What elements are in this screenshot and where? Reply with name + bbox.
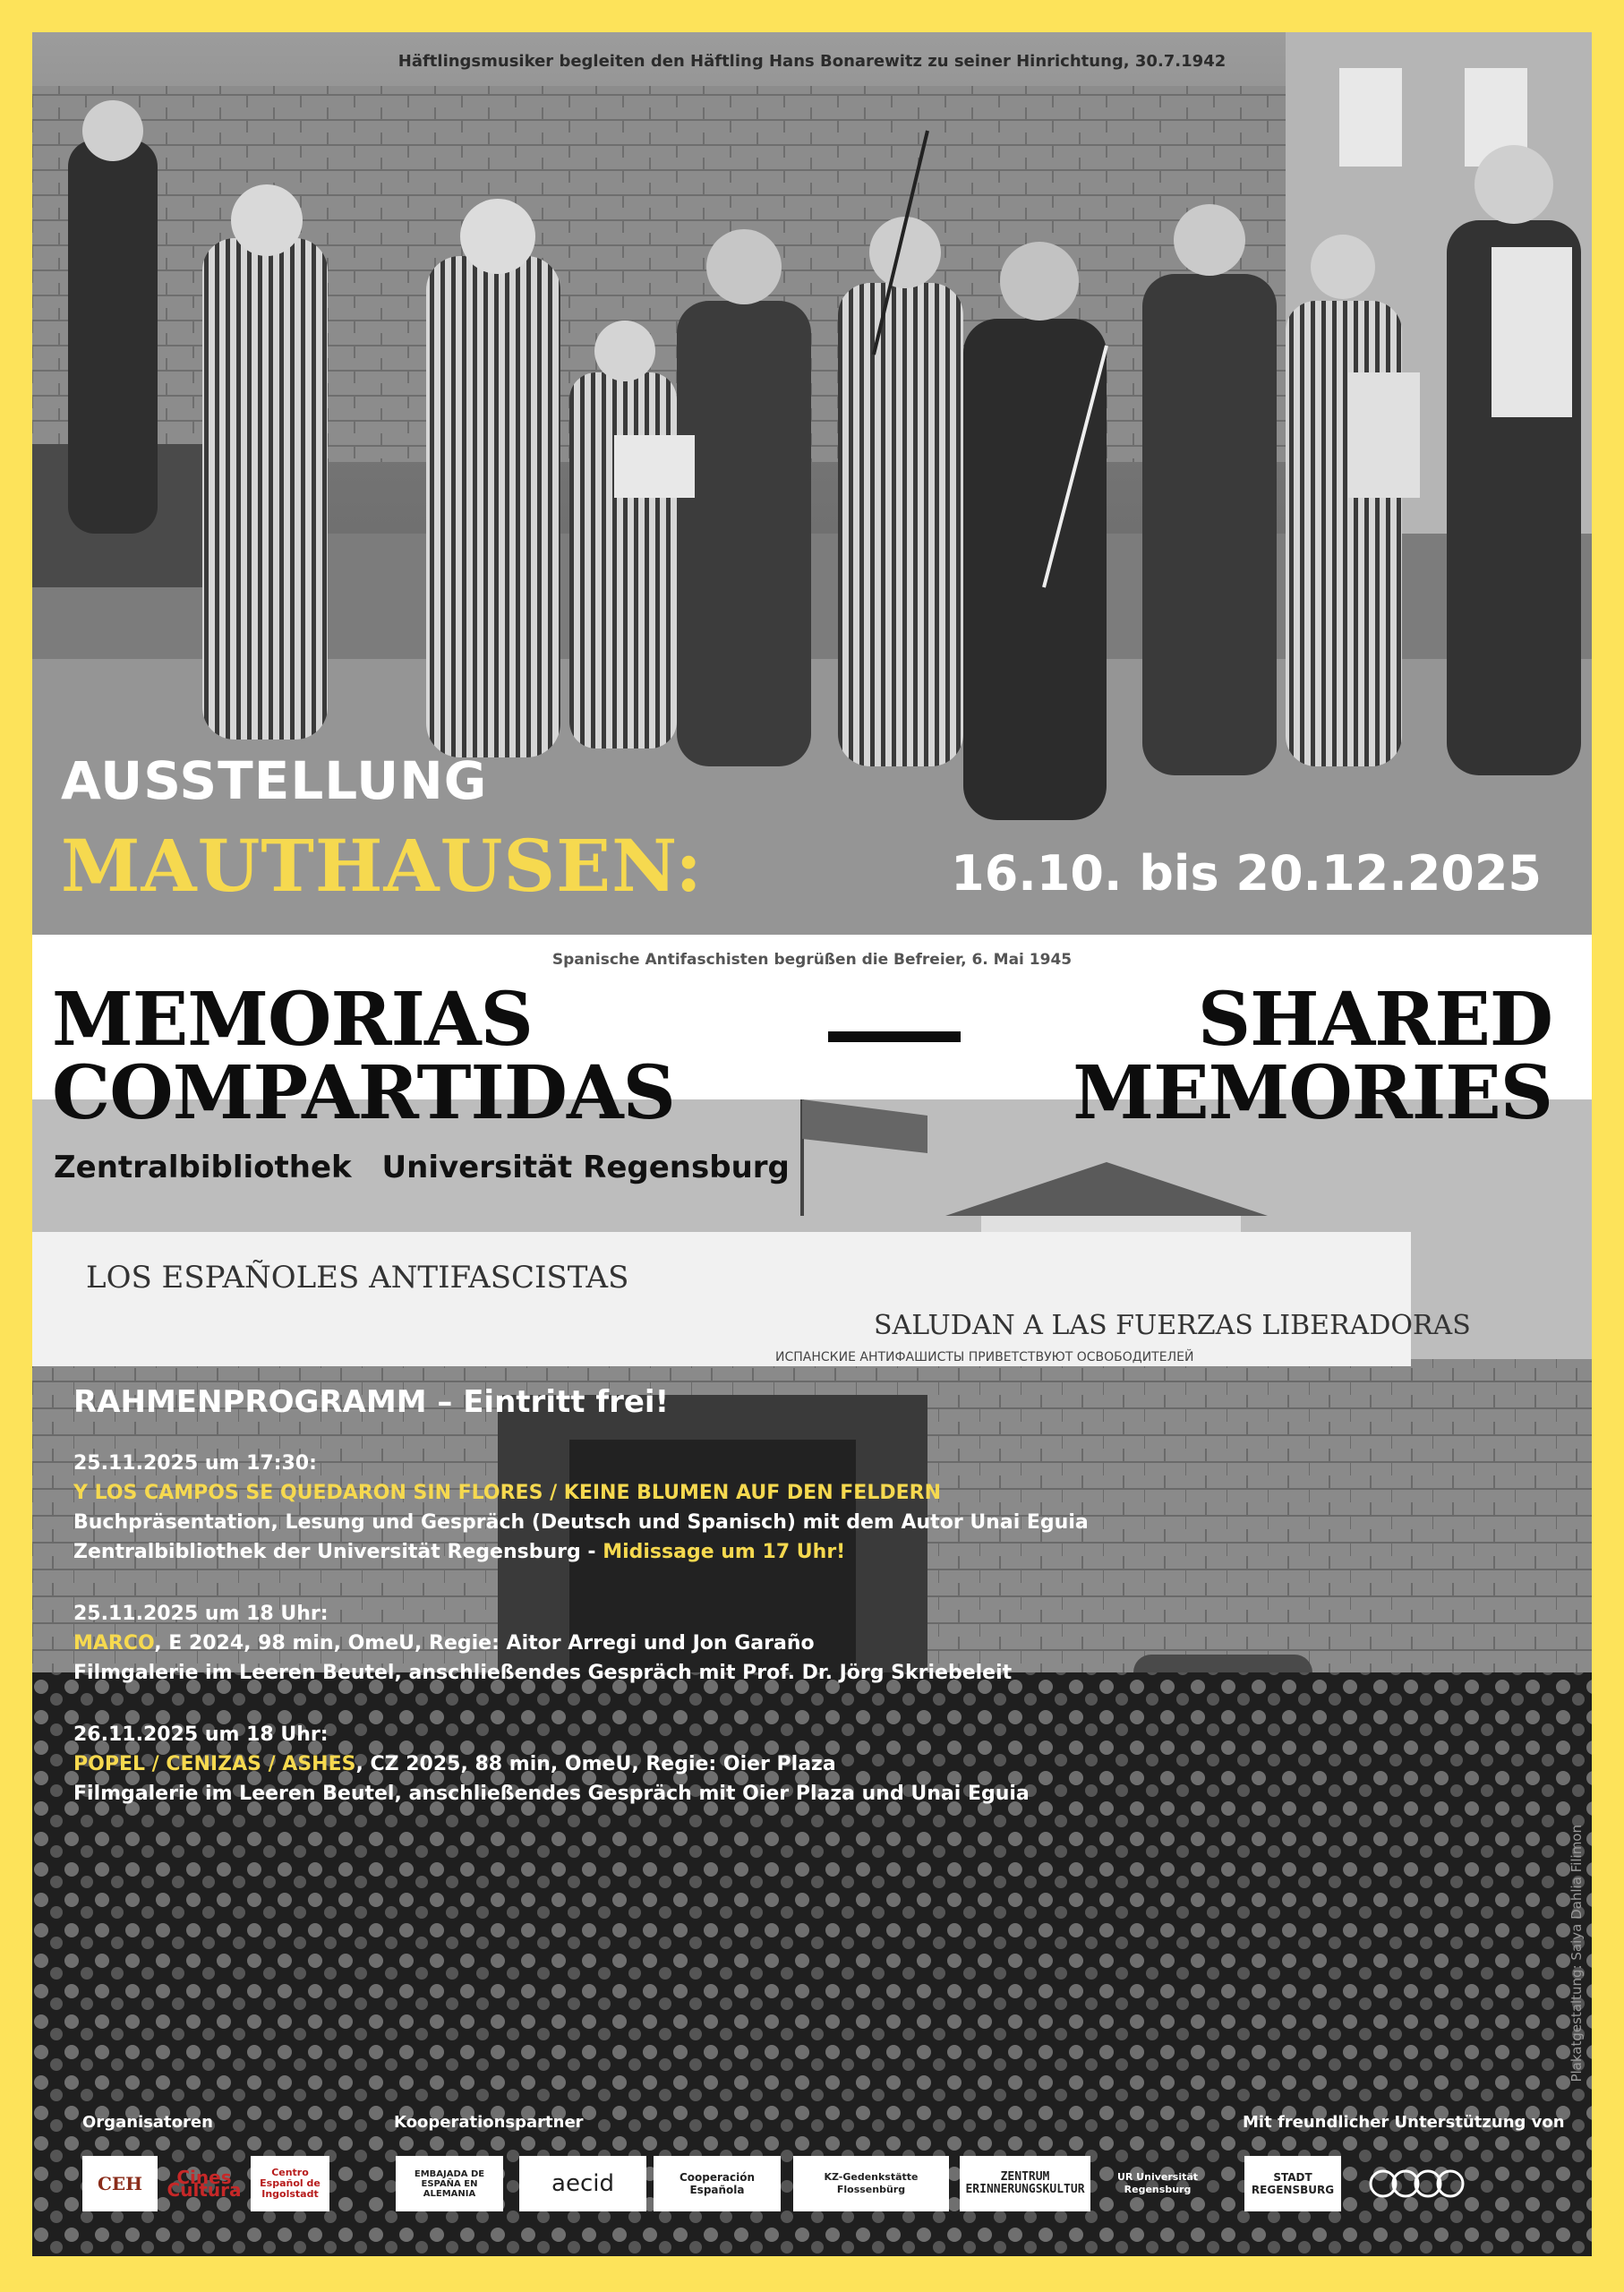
logo-flossenburg: KZ-Gedenkstätte Flossenbürg: [793, 2156, 949, 2211]
event-location: [73, 1537, 1237, 1567]
logo-cines-cultura: Cines Cultura: [167, 2167, 242, 2201]
title-english-line2: MEMORIES: [1073, 1050, 1552, 1136]
event-title-line: [73, 1629, 1237, 1658]
event-description: Buchpräsentation, Lesung und Gespräch (Deutsch und Spanisch) mit dem Autor Unai Eguia: [73, 1511, 1089, 1534]
event-date: 26.11.2025 um 18 Uhr:: [73, 1723, 329, 1746]
photo-credit: Plakatgestaltung: Saiya Dahlia Filimon: [1568, 1825, 1585, 2082]
event-book-presentation: [73, 1449, 1237, 1567]
exhibition-label: AUSSTELLUNG: [61, 750, 488, 811]
logo-ceh: CEH: [82, 2156, 158, 2211]
event-title: MARCO: [73, 1632, 155, 1655]
title-english-line1: SHARED: [1197, 977, 1552, 1063]
event-title: POPEL / CENIZAS / ASHES: [73, 1753, 356, 1775]
cooperation-label: Kooperationspartner: [394, 2113, 584, 2132]
top-photo-caption: Häftlingsmusiker begleiten den Häftling Hans Bonarewitz zu seiner Hinrichtung, 30.7.1942: [397, 52, 1227, 71]
event-meta: , CZ 2025, 88 min, OmeU, Regie: Oier Plaza: [355, 1753, 836, 1775]
event-date: 25.11.2025 um 17:30:: [73, 1452, 317, 1475]
exhibition-dates: 16.10. bis 20.12.2025: [951, 845, 1542, 902]
event-film-popel: [73, 1720, 1237, 1809]
event-highlight: Midissage um 17 Uhr!: [603, 1541, 846, 1563]
lower-photo-caption: Spanische Antifaschisten begrüßen die Befreier, 6. Mai 1945: [551, 951, 1073, 969]
logo-aecid: aecid: [519, 2156, 646, 2211]
audi-rings-icon: [1367, 2168, 1467, 2200]
logo-embajada: EMBAJADA DE ESPAÑA EN ALEMANIA: [396, 2156, 503, 2211]
logo-cooperacion-espanola: Cooperación Española: [654, 2156, 781, 2211]
event-description: Filmgalerie im Leeren Beutel, anschließendes Gespräch mit Oier Plaza und Unai Eguia: [73, 1783, 1030, 1805]
partners-strip: [32, 2104, 1592, 2256]
logo-centro-espanol: Centro Español de Ingolstadt: [251, 2156, 329, 2211]
support-label: Mit freundlicher Unterstützung von: [1243, 2113, 1565, 2132]
title-dash: [828, 1031, 961, 1042]
event-title: Y LOS CAMPOS SE QUEDARON SIN FLORES / KEINE BLUMEN AUF DEN FELDERN: [73, 1482, 941, 1504]
organisers-label: Organisatoren: [82, 2113, 213, 2132]
event-date: 25.11.2025 um 18 Uhr:: [73, 1603, 329, 1625]
event-title-line: [73, 1749, 1237, 1779]
venue-university: Universität Regensburg: [381, 1150, 790, 1185]
event-description: Filmgalerie im Leeren Beutel, anschließendes Gespräch mit Prof. Dr. Jörg Skriebeleit: [73, 1662, 1013, 1684]
logo-zentrum-erinnerungskultur: ZENTRUM ERINNERUNGSKULTUR: [960, 2156, 1090, 2211]
logo-audi: [1361, 2156, 1474, 2211]
programme: [73, 1384, 1237, 1841]
event-meta: , E 2024, 98 min, OmeU, Regie: Aitor Arregi und Jon Garaño: [154, 1632, 815, 1655]
logo-universitaet-regensburg: UR Universität Regensburg: [1116, 2171, 1199, 2195]
event-film-marco: [73, 1599, 1237, 1688]
venue-library: Zentralbibliothek: [54, 1150, 352, 1185]
banner-text-3: ИСПАНСКИЕ АНТИФАШИСТЫ ПРИВЕТСТВУЮТ ОСВОБОДИТЕЛЕЙ: [775, 1350, 1194, 1364]
title-spanish-line2: COMPARTIDAS: [52, 1050, 675, 1136]
banner-text-2: SALUDAN A LAS FUERZAS LIBERADORAS: [874, 1310, 1471, 1341]
event-location-text: Zentralbibliothek der Universität Regensburg -: [73, 1541, 603, 1563]
exhibition-title: MAUTHAUSEN:: [61, 824, 703, 908]
venue: [54, 1150, 809, 1185]
title-spanish-line1: MEMORIAS: [52, 977, 533, 1063]
banner-text-1: LOS ESPAÑOLES ANTIFASCISTAS: [86, 1260, 629, 1296]
logo-stadt-regensburg: STADT REGENSBURG: [1244, 2156, 1341, 2211]
programme-heading: RAHMENPROGRAMM – Eintritt frei!: [73, 1384, 670, 1420]
